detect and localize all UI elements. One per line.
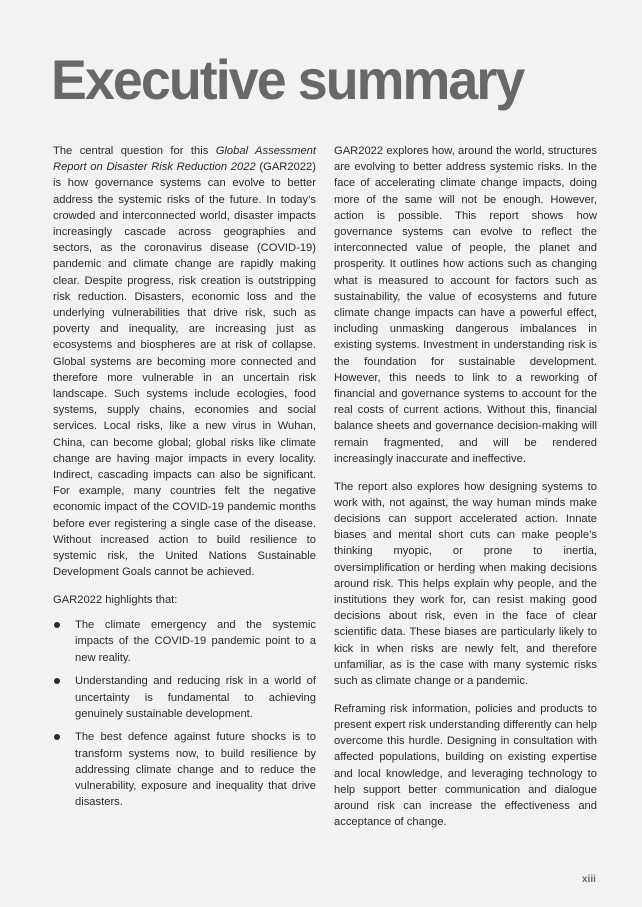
page-number: xiii xyxy=(582,874,596,885)
highlight-text: Understanding and reducing risk in a world of uncertainty is fundamental to achieving genuinely sustainable development. xyxy=(75,675,316,720)
page-title: Executive summary xyxy=(51,48,524,111)
bullet-icon xyxy=(54,622,60,628)
structures-paragraph: GAR2022 explores how, around the world, structures are evolving to better address systemic risks. In the face of accelerating climate change impacts, doing more of the same will not be enough. However, action is possible. This report shows how governance systems can evolve to reflect the interconnected value of people, the planet and prosperity. It outlines how actions such as changing what is measured to account for factors such as sustainability, the value of ecosystems and future climate change impacts can have a powerful effect, including unmasking dangerous imbalances in existing systems. Investment in understanding risk is the foundation for sustainable development. However, this needs to link to a reworking of financial and governance systems to account for the real costs of current actions. Without this, financial balance sheets and governance decision-making will remain fragmented, and will be rendered increasingly inaccurate and ineffective. xyxy=(334,145,597,465)
bullet-icon xyxy=(54,734,60,740)
report-title-italic: Global Assessment Report on Disaster Risk Reduction 2022 xyxy=(53,145,316,174)
highlight-item xyxy=(53,729,316,810)
bullet-icon xyxy=(54,678,60,684)
intro-body: (GAR2022) is how governance systems can evolve to better address the systemic risks of the future. In today’s crowded and interconnected world, disaster impacts increasingly cascade across geographies and sectors, as the coronavirus disease (COVID-19) pandemic and climate change are rapidly making clear. Despite progress, risk creation is outstripping risk reduction. Disasters, economic loss and the underlying vulnerabilities that drive risk, such as poverty and inequality, are increasing just as ecosystems and biospheres are at risk of collapse. Global systems are becoming more connected and therefore more vulnerable in an uncertain risk landscape. Such systems include ecologies, food systems, supply chains, economies and social services. Local risks, like a new virus in Wuhan, China, can become global; global risks like climate change are having major impacts in every locality. Indirect, cascading impacts can also be significant. For example, many countries felt the negative economic impact of the COVID-19 pandemic months before ever registering a single case of the disease. Without increased action to build resilience to systemic risk, the United Nations Sustainable Development Goals cannot be achieved. xyxy=(53,161,316,579)
highlights-lead: GAR2022 highlights that: xyxy=(53,593,178,606)
reframing-paragraph: Reframing risk information, policies and products to present expert risk understanding differently can help overcome this hurdle. Designing in consultation with affected populations, building on existing expertise and local knowledge, and leveraging technology to help support better communication and dialogue around risk can increase the effectiveness and acceptance of change. xyxy=(334,702,597,829)
intro-paragraph xyxy=(53,143,316,580)
left-column xyxy=(53,143,316,818)
intro-prefix: The central question for this xyxy=(53,145,216,157)
highlights-list xyxy=(53,617,316,810)
human-minds-paragraph: The report also explores how designing systems to work with, not against, the way human minds make decisions can support accelerated action. Innate biases and mental short cuts can make people’s thinking myopic, or prone to inertia, oversimplification or herding when making decisions around risk. This helps explain why people, and the institutions they work for, can resist making good decisions about risk, even in the face of clear scientific data. These biases are particularly likely to kick in when risks are newly felt, and therefore unfamiliar, as is the case with many systemic risks such as climate change or a pandemic. xyxy=(334,480,597,687)
right-column xyxy=(334,143,597,842)
highlight-text: The best defence against future shocks is to transform systems now, to build resilience by addressing climate change and to reduce the vulnerability, exposure and inequality that drive disasters. xyxy=(75,731,316,809)
highlight-item xyxy=(53,617,316,666)
highlight-text: The climate emergency and the systemic impacts of the COVID-19 pandemic point to a new reality. xyxy=(75,619,316,664)
highlight-item xyxy=(53,673,316,722)
